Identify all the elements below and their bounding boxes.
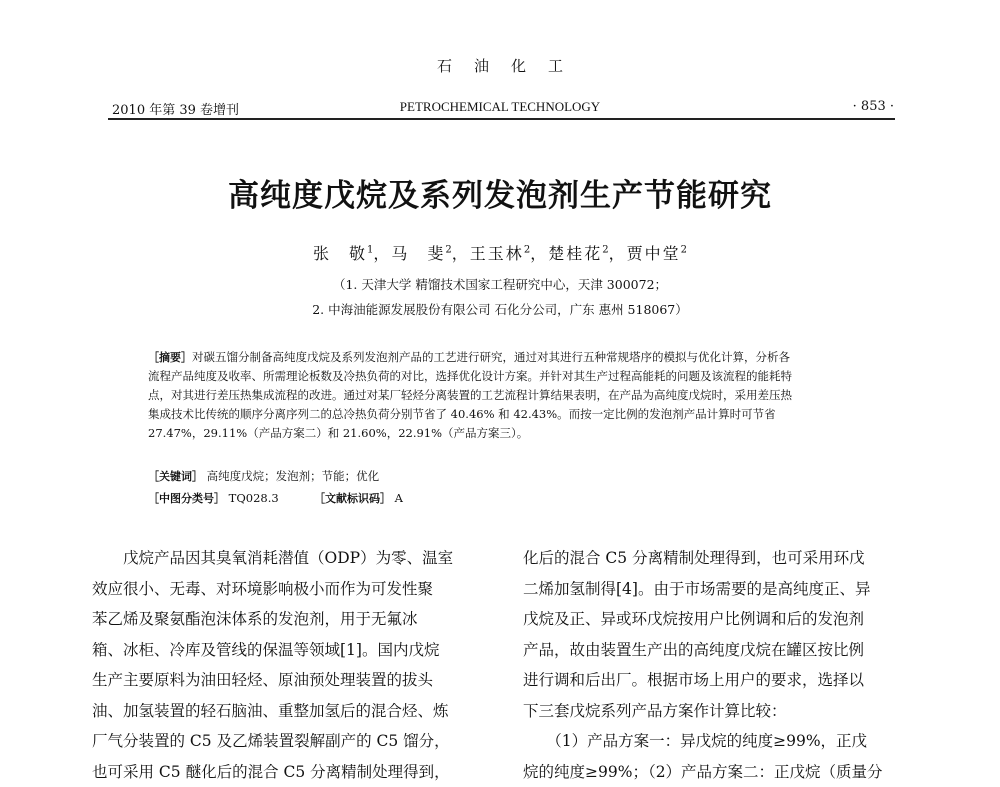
journal-title-zh: 石油化工 (0, 55, 1000, 76)
body-line: 下三套戊烷系列产品方案作计算比较： (523, 696, 931, 727)
abstract (148, 348, 855, 443)
body-line: 进行调和后出厂。根据市场上用户的要求，选择以 (523, 665, 931, 696)
body-line: 产品，故由装置生产出的高纯度戊烷在罐区按比例 (523, 635, 931, 666)
body-line: 生产主要原料为油田轻烃、原油预处理装置的拔头 (92, 665, 496, 696)
abstract-line: 27.47%，29.11%（产品方案二）和 21.60%，22.91%（产品方案三）。 (148, 424, 855, 443)
classification-label: ［中图分类号］ (148, 492, 225, 505)
author: 王玉林$^2$ (470, 244, 530, 263)
issue-label: 2010 年第 39 卷增刊 (112, 99, 239, 118)
body-line: 箱、冰柜、冷库及管线的保温等领域[1]。国内戊烷 (92, 635, 496, 666)
body-line: 戊烷及正、异或环戊烷按用户比例调和后的发泡剂 (523, 604, 931, 635)
doc-code-label: ［文献标识码］ (314, 492, 391, 505)
body-line: 效应很小、无毒、对环境影响极小而作为可发性聚 (92, 574, 496, 605)
affiliation-2: 2. 中海油能源发展股份有限公司 石化分公司，广东 惠州 518067） (0, 300, 1000, 318)
abstract-label: ［摘要］ (148, 351, 192, 364)
author: 贾中堂$^2$ (627, 244, 687, 263)
abstract-line: 集成技术比传统的顺序分离序列二的总冷热负荷分别节省了 40.46% 和 42.43%。而按一定比例的发泡剂产品计算时可节省 (148, 405, 855, 424)
author-list: 张 敬$^1$，马 斐$^2$，王玉林$^2$，楚桂花$^2$，贾中堂$^2$ (0, 241, 1000, 264)
body-line: 苯乙烯及聚氨酯泡沫体系的发泡剂，用于无氟冰 (92, 604, 496, 635)
body-line: 厂气分装置的 C5 及乙烯装置裂解副产的 C5 馏分， (92, 726, 496, 757)
author: 张 敬$^1$ (313, 244, 373, 263)
body-line: 油、加氢装置的轻石脑油、重整加氢后的混合烃、炼 (92, 696, 496, 727)
abstract-line: ［摘要］对碳五馏分制备高纯度戊烷及系列发泡剂产品的工艺进行研究，通过对其进行五种常规塔序的模拟与优化计算，分析各 (148, 348, 855, 367)
author: 楚桂花$^2$ (548, 244, 608, 263)
keywords-label: ［关键词］ (148, 470, 203, 483)
body-line: 烷的纯度≥99%；（2）产品方案二：正戊烷（质量分 (523, 757, 931, 787)
body-column-left (92, 543, 496, 787)
classification (148, 490, 403, 506)
body-line: 化后的混合 C5 分离精制处理得到，也可采用环戊 (523, 543, 931, 574)
keywords (148, 468, 379, 484)
body-line: 二烯加氢制得[4]。由于市场需要的是高纯度正、异 (523, 574, 931, 605)
header-rule (108, 118, 895, 120)
doc-code: A (395, 491, 403, 505)
classification-code: TQ028.3 (229, 491, 279, 505)
abstract-line: 流程产品纯度及收率、所需理论板数及冷热负荷的对比，选择优化设计方案。并针对其生产过程高能耗的问题及该流程的能耗特 (148, 367, 855, 386)
author: 马 斐$^2$ (391, 244, 451, 263)
journal-title-en: PETROCHEMICAL TECHNOLOGY (0, 99, 1000, 115)
abstract-line: 点，对其进行差压热集成流程的改进。通过对某厂轻烃分离装置的工艺流程计算结果表明，在产品为高纯度戊烷时，采用差压热 (148, 386, 855, 405)
body-line: （1）产品方案一：异戊烷的纯度≥99%，正戊 (523, 726, 931, 757)
body-line: 也可采用 C5 醚化后的混合 C5 分离精制处理得到， (92, 757, 496, 787)
body-column-right (523, 543, 931, 787)
body-line: 戊烷产品因其臭氧消耗潜值（ODP）为零、温室 (92, 543, 496, 574)
keywords-text: 高纯度戊烷；发泡剂；节能；优化 (207, 469, 380, 483)
affiliation-1: （1. 天津大学 精馏技术国家工程研究中心，天津 300072； (0, 275, 1000, 293)
page-number: · 853 · (853, 99, 894, 114)
paper-title: 高纯度戊烷及系列发泡剂生产节能研究 (0, 170, 1000, 215)
